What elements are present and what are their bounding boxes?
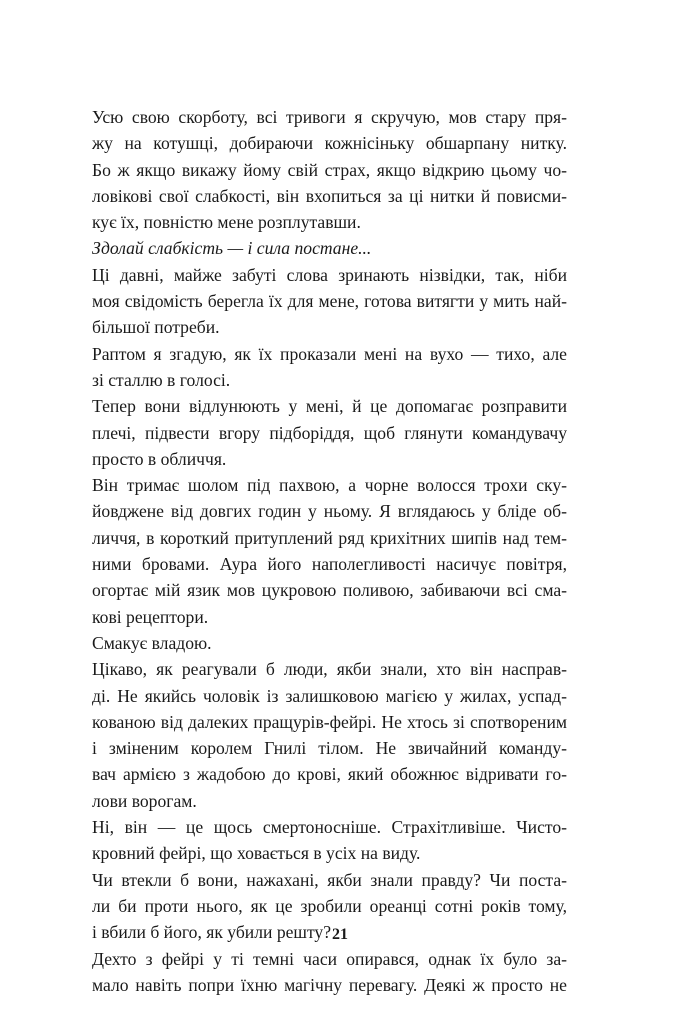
text-line: ловікові свої слабкості, він вхопиться за ці нитки й повисми- — [92, 185, 567, 206]
page-number: 21 — [332, 926, 348, 943]
text-line: огортає мій язик мов цукровою поливою, забиваючи всі сма- — [92, 580, 567, 601]
text-line: Дехто з фейрі у ті темні часи опирався, однак їх було за- — [92, 948, 567, 969]
text-line: йовджене від довгих годин у ньому. Я вглядаюсь у бліде об- — [92, 501, 567, 522]
text-line: ді. Не якийсь чоловік із залишковою магією у жилах, успад- — [92, 685, 567, 706]
text-line: Смакує владою. — [92, 632, 212, 653]
text-line: Ні, він — це щось смертоносніше. Страхітливіше. Чисто- — [92, 817, 567, 838]
text-line: і вбили б його, як убили решту? — [92, 922, 332, 943]
text-line: кові рецептори. — [92, 606, 209, 627]
text-line: просто в обличчя. — [92, 448, 227, 469]
text-line: Бо ж якщо викажу йому свій страх, якщо відкрию цьому чо- — [92, 159, 567, 180]
body-text — [92, 104, 567, 998]
text-line: Раптом я згадую, як їх проказали мені на вухо — тихо, але — [92, 343, 567, 364]
text-line: Цікаво, як реагували б люди, якби знали, хто він насправ- — [92, 659, 567, 680]
text-line: мало навіть попри їхню магічну перевагу. Деякі ж просто не — [92, 974, 567, 995]
text-line: личчя, в короткий притуплений ряд крихітних шипів над тем- — [92, 527, 567, 548]
text-line: моя свідомість берегла їх для мене, готова витягти у мить най- — [92, 291, 567, 312]
text-line: і зміненим королем Гнилі тілом. Не звичайний команду- — [92, 738, 567, 759]
text-line: Здолай слабкість — і сила постане... — [92, 238, 372, 259]
text-line: ли би проти нього, як це зробили ореанці сотні років тому, — [92, 895, 567, 916]
text-line: кровний фейрі, що ховається в усіх на виду. — [92, 843, 421, 864]
text-line: Усю свою скорботу, всі тривоги я скручую, мов стару пря- — [92, 107, 567, 127]
text-line: кує їх, повністю мене розплутавши. — [92, 212, 361, 233]
text-line: Чи втекли б вони, нажахані, якби знали правду? Чи поста- — [92, 869, 567, 890]
text-line: ними бровами. Аура його наполегливості насичує повітря, — [92, 554, 567, 575]
text-line: Ці давні, майже забуті слова зринають нізвідки, так, ніби — [92, 264, 567, 285]
text-line: більшої потреби. — [92, 317, 220, 338]
text-line: Він тримає шолом під пахвою, а чорне волосся трохи ску- — [92, 475, 567, 496]
text-line: вач армією з жадобою до крові, який обожнює відривати го- — [92, 764, 567, 785]
text-line: жу на котушці, добираючи кожнісіньку обшарпану нитку. — [92, 133, 567, 154]
text-line: Тепер вони відлунюють у мені, й це допомагає розправити — [92, 396, 567, 417]
text-line: зі сталлю в голосі. — [92, 369, 231, 390]
text-line: кованою від далеких пращурів-фейрі. Не хтось зі спотвореним — [92, 711, 567, 732]
text-line: лови ворогам. — [92, 790, 197, 811]
text-line: плечі, підвести вгору підборіддя, щоб глянути командувачу — [92, 422, 567, 443]
